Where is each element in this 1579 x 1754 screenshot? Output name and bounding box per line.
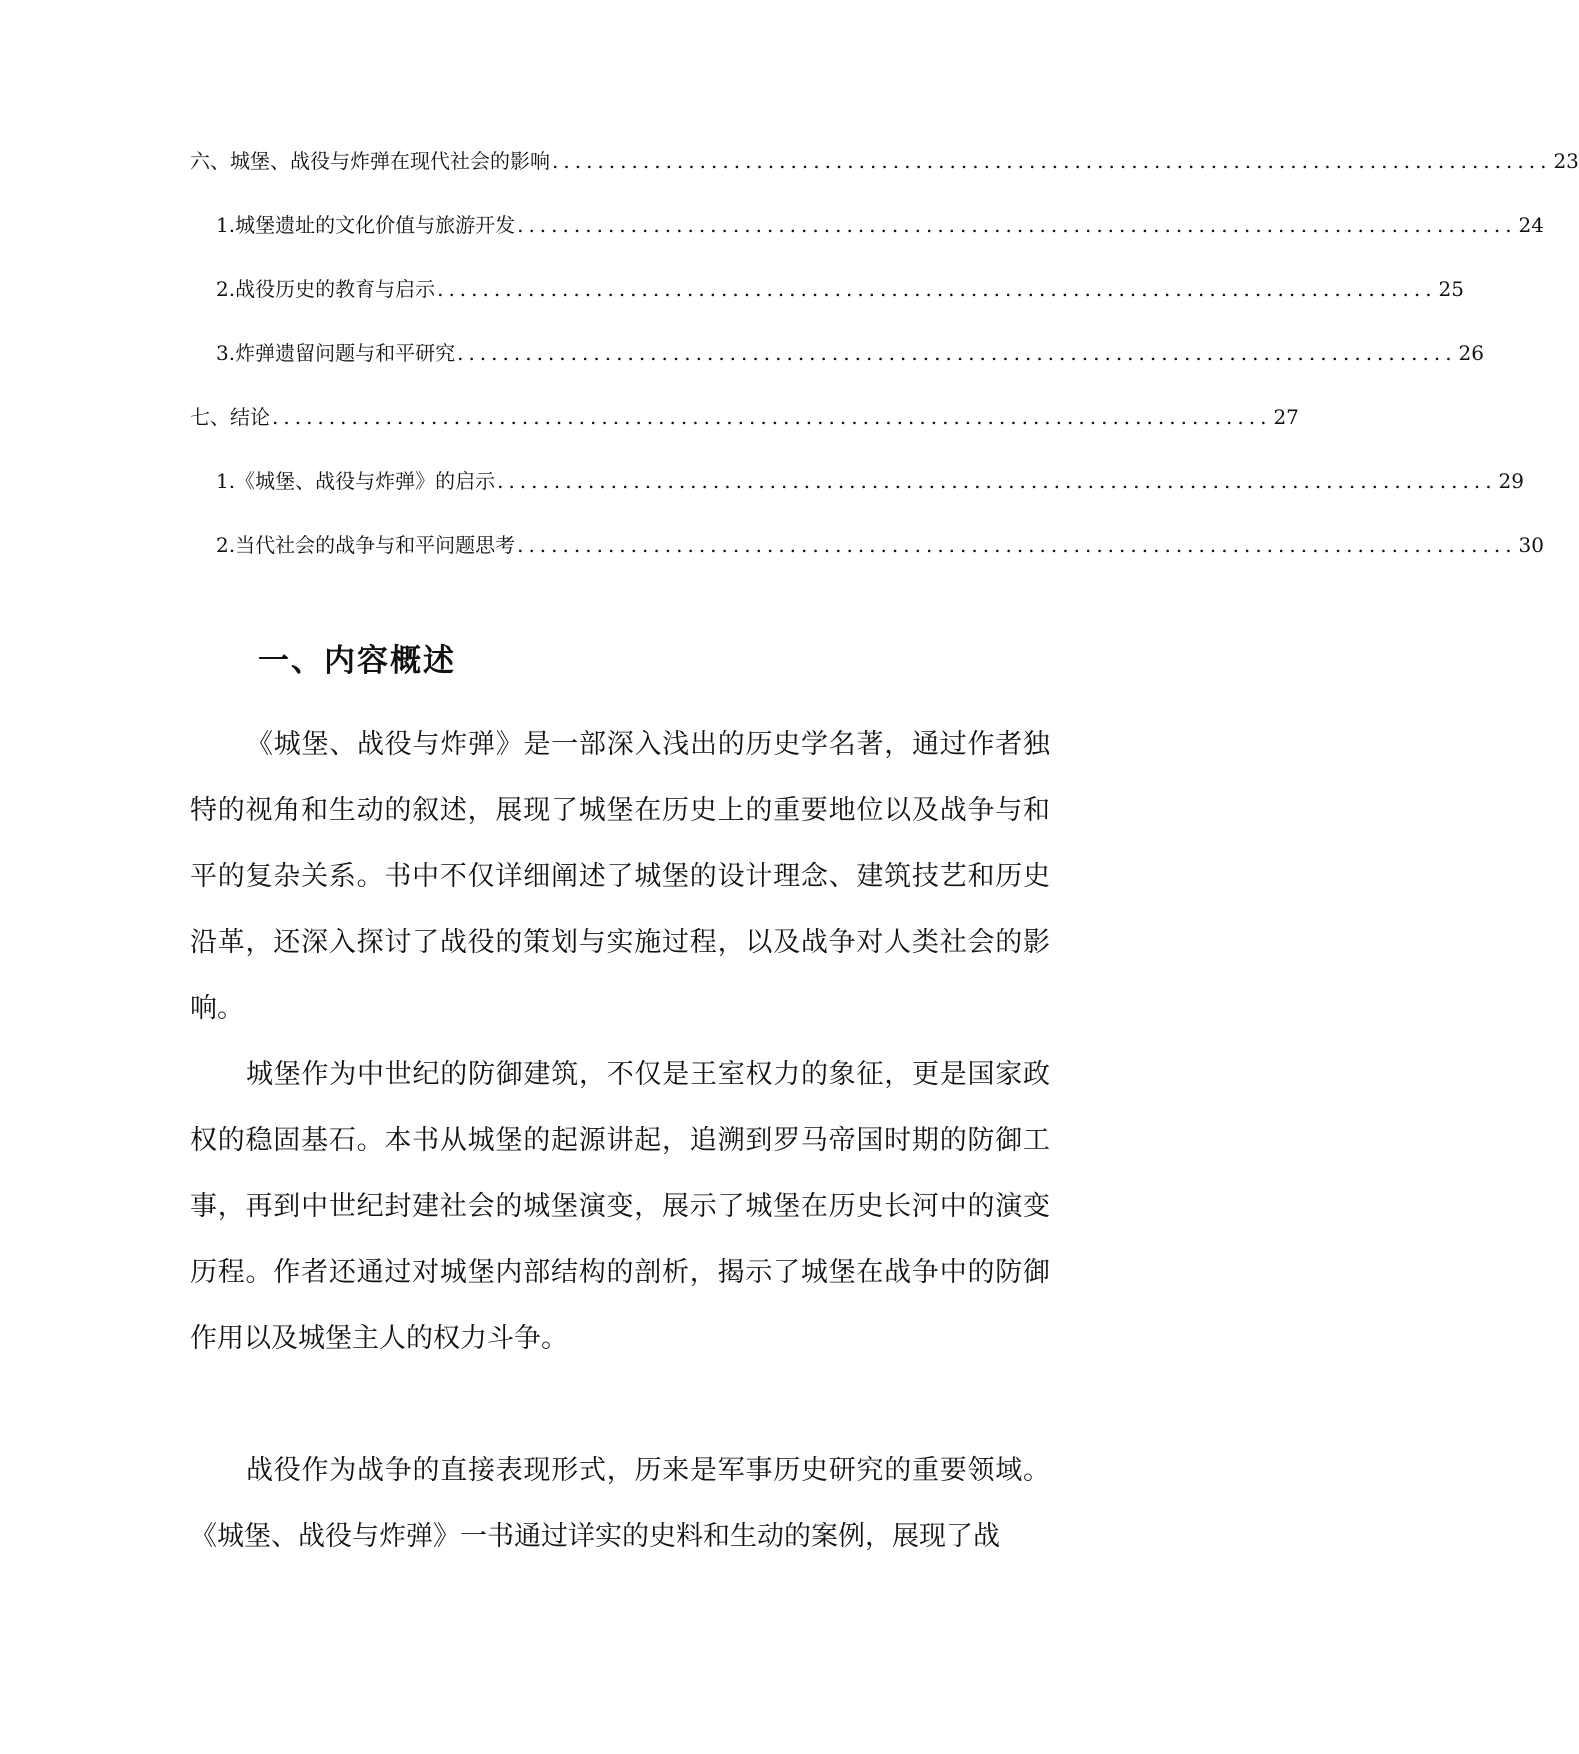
toc-entry-number: 3. [216, 341, 236, 365]
toc-entry[interactable] [190, 401, 1299, 441]
toc-entry-number: 2. [216, 277, 236, 301]
toc-entry[interactable] [190, 145, 1579, 185]
toc-entry-page: 29 [1498, 469, 1524, 493]
toc-leader-dots: ........................................................................................ [437, 277, 1437, 301]
toc-entry-title: 城堡遗址的文化价值与旅游开发 [235, 213, 516, 237]
body-paragraph: 《城堡、战役与炸弹》是一部深入浅出的历史学名著，通过作者独特的视角和生动的叙述，展现了城堡在历史上的重要地位以及战争与和平的复杂关系。书中不仅详细阐述了城堡的设计理念、建筑技艺和历史沿革，还深入探讨了战役的策划与实施过程，以及战争对人类社会的影响。 [190, 729, 1050, 1024]
toc-entry[interactable] [216, 209, 1544, 249]
toc-entry[interactable] [216, 337, 1484, 377]
toc-entry-page: 25 [1438, 277, 1464, 301]
body-paragraph: 战役作为战争的直接表现形式，历来是军事历史研究的重要领域。《城堡、战役与炸弹》一书通过详实的史料和生动的案例，展现了战 [190, 1455, 1050, 1552]
toc-leader-dots: ........................................................................................ [517, 213, 1517, 237]
toc-leader-dots: ........................................................................................ [272, 405, 1272, 429]
toc-entry-number: 1. [216, 469, 236, 493]
toc-leader-dots: ........................................................................................ [517, 533, 1517, 557]
toc-entry-title: 战役历史的教育与启示 [235, 277, 436, 301]
toc-entry[interactable] [216, 465, 1524, 505]
toc-entry-page: 23 [1553, 149, 1579, 173]
toc-leader-dots: ........................................................................................ [497, 469, 1497, 493]
toc-entry-page: 30 [1518, 533, 1544, 557]
toc-entry-title: 当代社会的战争与和平问题思考 [235, 533, 516, 557]
toc-entry-page: 27 [1273, 405, 1299, 429]
toc-entry-number: 1. [216, 213, 236, 237]
toc-entry-title: 《城堡、战役与炸弹》的启示 [235, 469, 496, 493]
toc-entry-page: 24 [1518, 213, 1544, 237]
toc-leader-dots: ........................................................................................ [552, 149, 1552, 173]
toc-entry[interactable] [216, 273, 1464, 313]
toc-entry-title: 炸弹遗留问题与和平研究 [235, 341, 456, 365]
toc-entry-title: 六、城堡、战役与炸弹在现代社会的影响 [190, 149, 550, 173]
toc-leader-dots: ........................................................................................ [457, 341, 1457, 365]
toc-entry[interactable] [216, 529, 1544, 569]
body-paragraph: 城堡作为中世纪的防御建筑，不仅是王室权力的象征，更是国家政权的稳固基石。本书从城堡的起源讲起，追溯到罗马帝国时期的防御工事，再到中世纪封建社会的城堡演变，展示了城堡在历史长河中的演变历程。作者还通过对城堡内部结构的剖析，揭示了城堡在战争中的防御作用以及城堡主人的权力斗争。 [190, 1059, 1050, 1354]
toc-entry-page: 26 [1458, 341, 1484, 365]
toc-entry-number: 2. [216, 533, 236, 557]
toc-entry-title: 七、结论 [190, 405, 270, 429]
section-heading: 一、内容概述 [258, 643, 456, 679]
